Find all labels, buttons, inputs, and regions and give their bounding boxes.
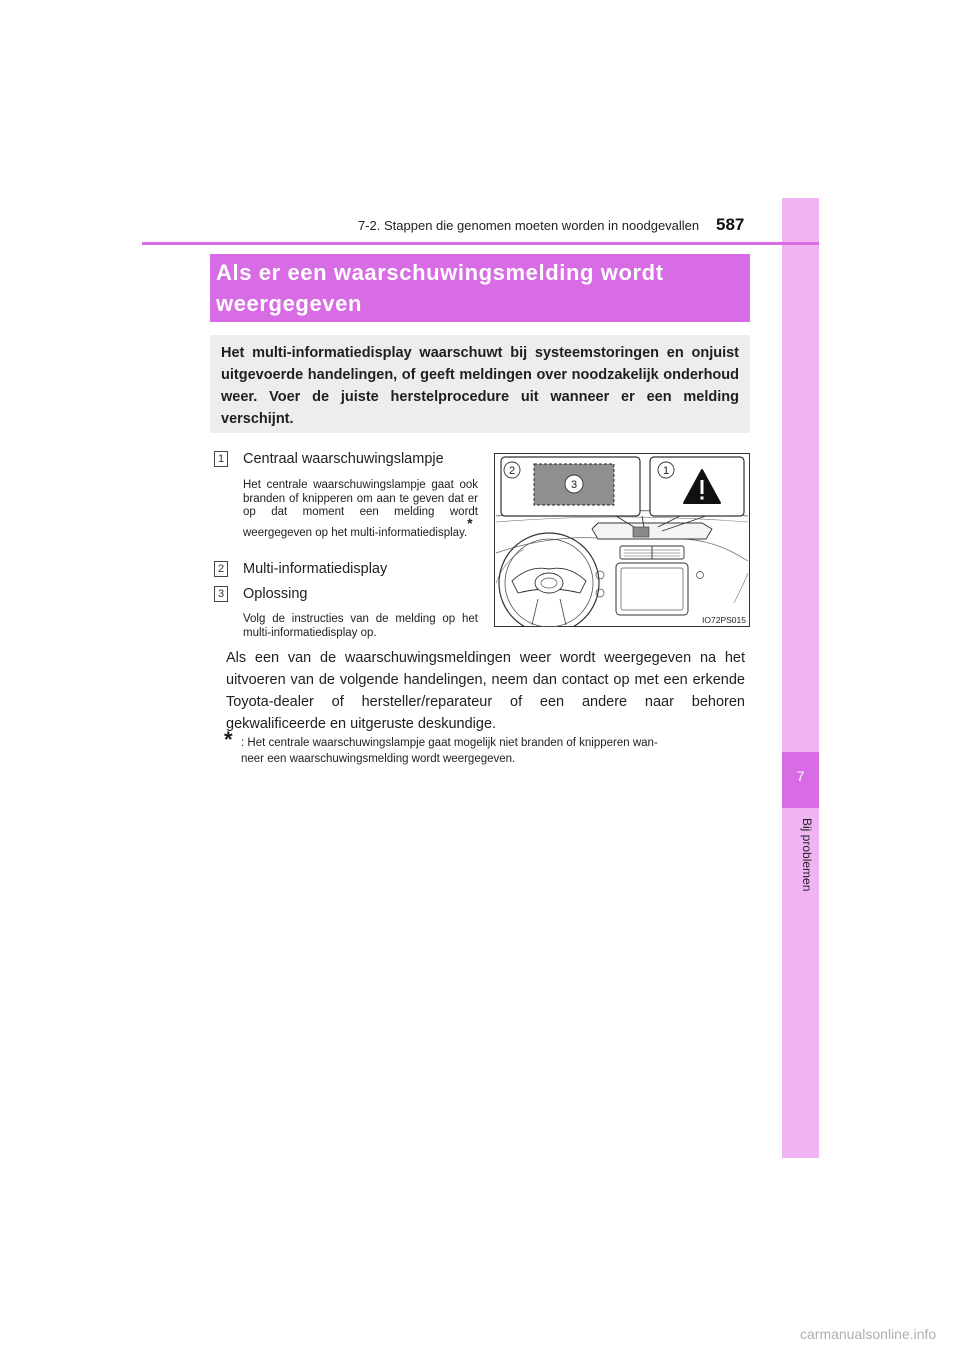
item-number-badge: 2	[214, 561, 228, 577]
body-paragraph: Als een van de waarschuwingsmeldingen weer wordt weergegeven na het uitvoeren van de volgende handelingen, neem dan contact op met een erkende Toyota-dealer of hersteller/reparateur of een andere naar behoren gekwalificeerde en uitgeruste deskundige.	[226, 650, 745, 732]
item-title: Oplossing	[243, 586, 308, 602]
item-number-badge: 3	[214, 586, 228, 602]
dashboard-illustration	[494, 453, 750, 627]
page-number: 587	[716, 215, 745, 234]
intro-text: Het multi-informatiedisplay waarschuwt bij systeemstoringen en onjuist uitgevoerde handelingen, of geeft meldingen over noodzakelijk onderhoud weer. Voer de juiste herstelprocedure uit wanneer er een melding verschijnt.	[221, 345, 739, 427]
callout-number: 3	[570, 479, 578, 491]
item-title: Centraal waarschuwingslampje	[243, 451, 444, 467]
figure-code: IO72PS015	[700, 615, 748, 626]
callout-number: 2	[508, 465, 516, 477]
page-title: Als er een waarschuwingsmelding wordt weergegeven	[216, 260, 664, 316]
item-title: Multi-informatiedisplay	[243, 561, 388, 577]
watermark: carmanualsonline.info	[800, 1326, 937, 1342]
chapter-side-strip	[782, 198, 819, 1158]
item-description: Volg de instructies van de melding op het multi-informatiedisplay op.	[243, 613, 478, 639]
footnote-line: : Het centrale waarschuwingslampje gaat mogelijk niet branden of knipperen wan-	[241, 737, 658, 749]
asterisk-mark: *	[467, 514, 473, 531]
footnote-asterisk: *	[224, 727, 233, 752]
callout-number: 1	[662, 465, 670, 477]
item-description-text: Het centrale waarschuwingslampje gaat ook branden of knipperen om aan te geven dat er op dat moment een melding wordt weergegeven op het multi-informatiedisplay.	[243, 479, 478, 539]
chapter-title: Bij problemen	[800, 818, 814, 892]
chapter-number: 7	[796, 768, 805, 784]
footnote-line: neer een waarschuwingsmelding wordt weergegeven.	[241, 753, 516, 765]
section-heading: 7-2. Stappen die genomen moeten worden in noodgevallen	[358, 218, 700, 233]
header-divider	[142, 242, 819, 245]
item-description	[243, 479, 478, 540]
item-number-badge: 1	[214, 451, 228, 467]
